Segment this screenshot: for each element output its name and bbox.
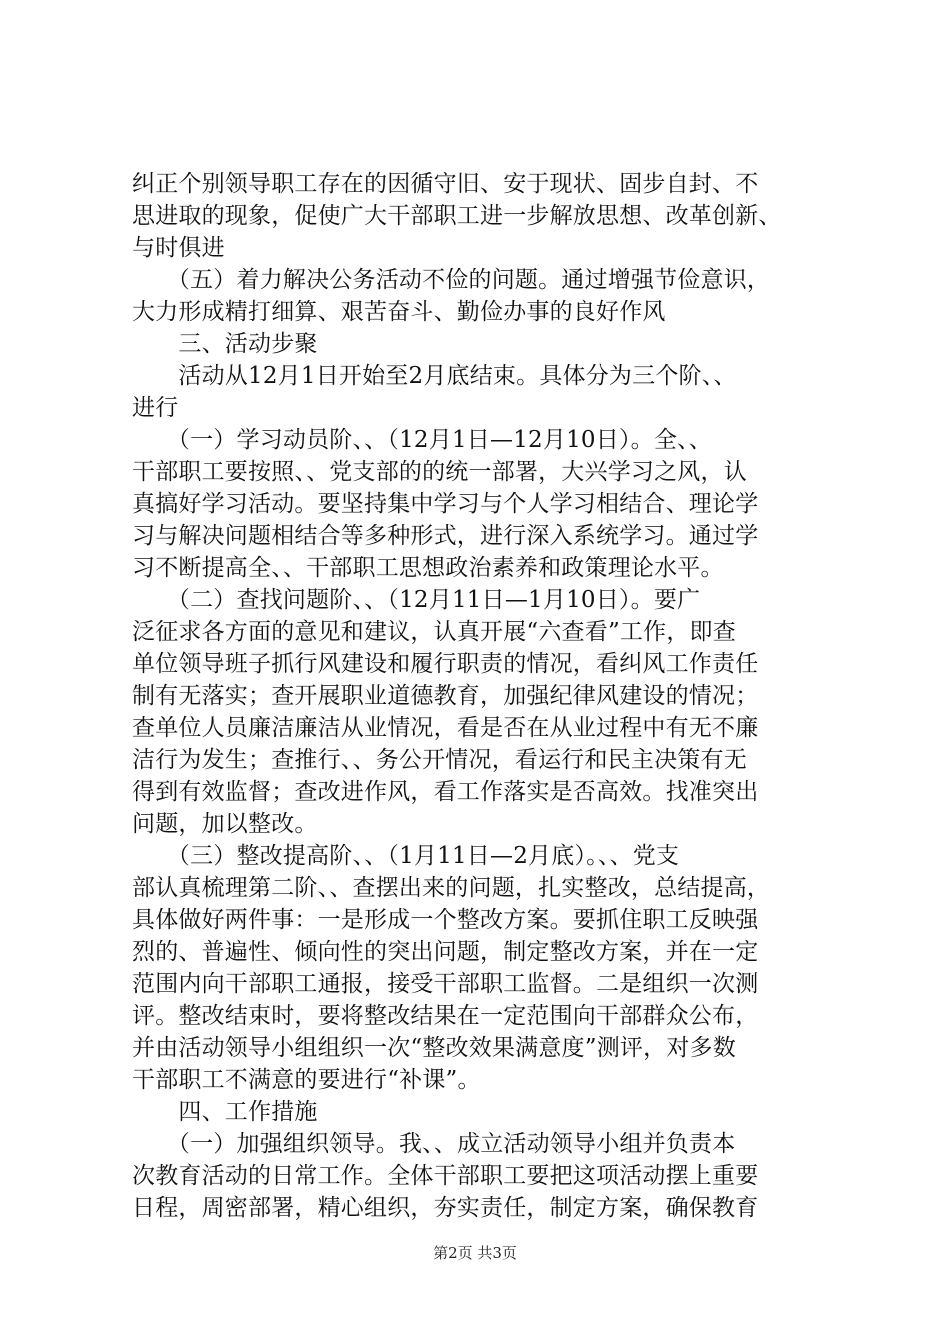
text-line: （二）查找问题阶、、（12月11日—1月10日）。要广 xyxy=(132,587,701,613)
text-line: 评。整改结束时，要将整改结果在一定范围向干部群众公布， xyxy=(132,1003,759,1029)
text-line: 大力形成精打细算、艰苦奋斗、勤俭办事的良好作风 xyxy=(132,299,666,325)
text-line: 查单位人员廉洁廉洁从业情况，看是否在从业过程中有无不廉 xyxy=(132,715,759,741)
text-line: 与时俱进 xyxy=(132,235,225,261)
text-line: 活动从12月1日开始至2月底结束。具体分为三个阶、、 xyxy=(132,363,737,389)
text-line: 习与解决问题相结合等多种形式，进行深入系统学习。通过学 xyxy=(132,523,759,549)
section-heading: 四、工作措施 xyxy=(132,1099,318,1125)
text-line: （一）学习动员阶、、（12月1日—12月10日）。全、、 xyxy=(132,427,712,453)
text-line: 并由活动领导小组组织一次“整改效果满意度”测评，对多数 xyxy=(132,1035,736,1061)
text-line: （三）整改提高阶、、（1月11日—2月底）。、、党支 xyxy=(132,843,680,869)
text-line: 问题，加以整改。 xyxy=(132,811,318,837)
text-line: 进行 xyxy=(132,395,179,421)
text-line: （一）加强组织领导。我、、成立活动领导小组并负责本 xyxy=(132,1131,736,1157)
text-line: 烈的、普遍性、倾向性的突出问题，制定整改方案，并在一定 xyxy=(132,939,759,965)
text-line: （五）着力解决公务活动不俭的问题。通过增强节俭意识， xyxy=(132,267,771,293)
text-line: 制有无落实；查开展职业道德教育，加强纪律风建设的情况； xyxy=(132,683,759,709)
text-line: 具体做好两件事：一是形成一个整改方案。要抓住职工反映强 xyxy=(132,907,759,933)
text-line: 单位领导班子抓行风建设和履行职责的情况，看纠风工作责任 xyxy=(132,651,759,677)
text-line: 得到有效监督；查改进作风，看工作落实是否高效。找准突出 xyxy=(132,779,759,805)
text-line: 习不断提高全、、干部职工思想政治素养和政策理论水平。 xyxy=(132,555,724,581)
document-body xyxy=(132,168,832,1224)
text-line: 日程，周密部署，精心组织，夯实责任，制定方案，确保教育 xyxy=(132,1195,759,1221)
text-line: 洁行为发生；查推行、、务公开情况，看运行和民主决策有无 xyxy=(132,747,747,773)
text-line: 真搞好学习活动。要坚持集中学习与个人学习相结合、理论学 xyxy=(132,491,759,517)
text-line: 泛征求各方面的意见和建议，认真开展“六查看”工作，即查 xyxy=(132,619,736,645)
text-line: 次教育活动的日常工作。全体干部职工要把这项活动摆上重要 xyxy=(132,1163,759,1189)
text-line: 部认真梳理第二阶、、查摆出来的问题，扎实整改，总结提高， xyxy=(132,875,771,901)
section-heading: 三、活动步聚 xyxy=(132,331,318,357)
text-line: 思进取的现象，促使广大干部职工进一步解放思想、改革创新、 xyxy=(132,203,782,229)
text-line: 范围内向干部职工通报，接受干部职工监督。二是组织一次测 xyxy=(132,971,759,997)
text-line: 纠正个别领导职工存在的因循守旧、安于现状、固步自封、不 xyxy=(132,171,759,197)
text-line: 干部职工不满意的要进行“补课”。 xyxy=(132,1067,481,1093)
text-line: 干部职工要按照、、党支部的的统一部署，大兴学习之风，认 xyxy=(132,459,747,485)
page-footer: 第2页 共3页 xyxy=(433,1244,517,1262)
